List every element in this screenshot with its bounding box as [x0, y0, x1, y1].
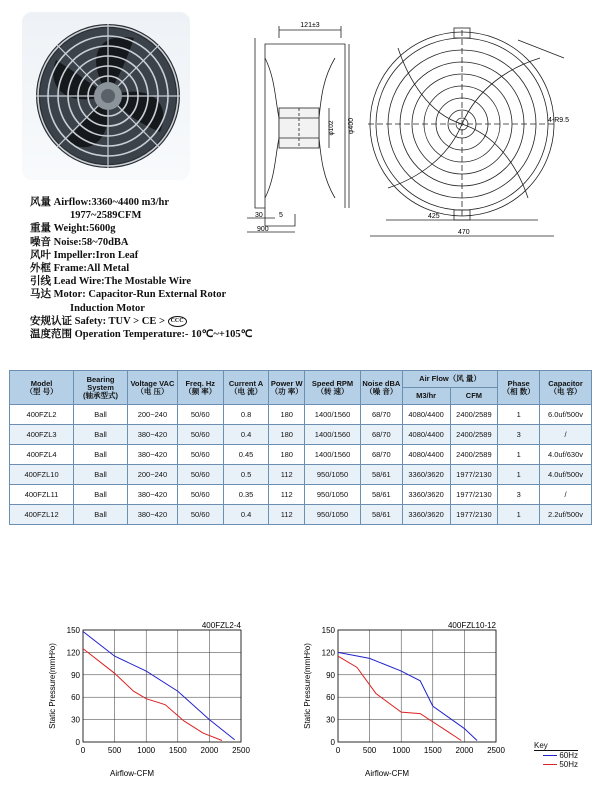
dim-425: 425 [428, 213, 440, 220]
x-tick-label: 500 [107, 746, 122, 755]
cell-power: 180 [269, 445, 305, 465]
cell-current: 0.4 [223, 505, 269, 525]
cell-noise: 68/70 [360, 425, 402, 445]
cell-noise: 68/70 [360, 405, 402, 425]
cell-model: 400FZL2 [10, 405, 74, 425]
cell-noise: 58/61 [360, 465, 402, 485]
cell-airflow-m3: 3360/3620 [402, 485, 450, 505]
cell-noise: 58/61 [360, 505, 402, 525]
cell-speed: 1400/1560 [305, 425, 361, 445]
cell-voltage: 380~420 [128, 485, 178, 505]
chart-400fzl10-12 [300, 620, 530, 785]
cell-voltage: 380~420 [128, 505, 178, 525]
chart-title: 400FZL10-12 [447, 621, 496, 630]
cell-speed: 1400/1560 [305, 445, 361, 465]
dim-30: 30 [255, 212, 263, 219]
dim-470: 470 [458, 229, 470, 236]
cell-bearing: Ball [74, 405, 128, 425]
cell-airflow-cfm: 2400/2589 [450, 405, 498, 425]
cell-phase: 1 [498, 505, 540, 525]
th-voltage: Voltage VAC （电 压） [128, 371, 178, 405]
cell-model: 400FZL4 [10, 445, 74, 465]
cell-model: 400FZL12 [10, 505, 74, 525]
cell-airflow-cfm: 2400/2589 [450, 445, 498, 465]
cell-current: 0.5 [223, 465, 269, 485]
cell-airflow-m3: 4080/4400 [402, 405, 450, 425]
x-axis-label: Airflow-CFM [110, 769, 154, 778]
series-line-60hz [83, 631, 235, 739]
spec-motor: 马达 Motor: Capacitor-Run External Rotor [30, 289, 227, 301]
cell-speed: 950/1050 [305, 485, 361, 505]
cell-capacitor: 6.0uf/500v [540, 405, 592, 425]
spec-frame: 外框 Frame:All Metal [30, 263, 130, 275]
legend-key [534, 741, 578, 769]
x-tick-label: 0 [335, 746, 341, 755]
cell-airflow-cfm: 2400/2589 [450, 425, 498, 445]
th-airflow-m3: M3/hr [402, 388, 450, 405]
x-tick-label: 1000 [392, 746, 411, 755]
x-tick-label: 1000 [137, 746, 156, 755]
dim-r95: 4-R9.5 [548, 117, 570, 124]
spec-lead-wire: 引线 Lead Wire:The Mostable Wire [30, 276, 192, 288]
series-line-50hz [338, 656, 461, 740]
cell-noise: 68/70 [360, 445, 402, 465]
side-view-drawing [235, 18, 355, 238]
fan-photo [22, 12, 190, 180]
table-row [10, 465, 592, 485]
chart-title: 400FZL2-4 [201, 621, 241, 630]
y-tick-label: 120 [66, 648, 80, 658]
cell-capacitor: 4.0uf/630v [540, 445, 592, 465]
th-speed: Speed RPM （转 速） [305, 371, 361, 405]
fan-photo-icon [22, 12, 190, 180]
cell-freq: 50/60 [177, 425, 223, 445]
chart-400fzl2-4 [45, 620, 275, 785]
plot-frame [338, 630, 496, 742]
spec-temperature: 温度范围 Operation Temperature:- 10℃~+105℃ [30, 329, 253, 341]
cell-phase: 3 [498, 485, 540, 505]
table-row [10, 445, 592, 465]
cell-freq: 50/60 [177, 445, 223, 465]
th-phase: Phase （相 数） [498, 371, 540, 405]
cell-noise: 58/61 [360, 485, 402, 505]
cell-freq: 50/60 [177, 485, 223, 505]
cell-current: 0.8 [223, 405, 269, 425]
th-model: Model （型 号） [10, 371, 74, 405]
dim-121: 121±3 [300, 22, 320, 29]
y-tick-label: 120 [321, 648, 335, 658]
cell-airflow-cfm: 1977/2130 [450, 505, 498, 525]
cell-model: 400FZL10 [10, 465, 74, 485]
spec-airflow: 风量 Airflow:3360~4400 m3/hr [30, 197, 170, 208]
cell-power: 112 [269, 485, 305, 505]
cell-airflow-cfm: 1977/2130 [450, 465, 498, 485]
cell-voltage: 200~240 [128, 465, 178, 485]
cell-airflow-m3: 3360/3620 [402, 505, 450, 525]
legend-item-60hz: 60Hz [534, 751, 578, 760]
x-tick-label: 2000 [455, 746, 474, 755]
series-line-60hz [338, 652, 477, 740]
cell-voltage: 380~420 [128, 445, 178, 465]
x-tick-label: 1500 [423, 746, 442, 755]
cell-capacitor: / [540, 425, 592, 445]
cell-freq: 50/60 [177, 505, 223, 525]
chart-400fzl2-4-svg [45, 620, 275, 780]
y-tick-label: 0 [75, 738, 80, 747]
series-line-50hz [83, 649, 222, 741]
cell-bearing: Ball [74, 445, 128, 465]
dim-400: φ400 [348, 117, 355, 135]
table-row [10, 425, 592, 445]
y-axis-label: Static Pressure(mmH²o) [303, 643, 312, 729]
cell-current: 0.4 [223, 425, 269, 445]
cell-airflow-m3: 4080/4400 [402, 445, 450, 465]
y-tick-label: 30 [71, 715, 80, 725]
ccc-mark-icon: CCC [168, 316, 187, 327]
x-tick-label: 2500 [487, 746, 505, 755]
dim-5: 5 [279, 212, 283, 219]
cell-speed: 950/1050 [305, 505, 361, 525]
cell-freq: 50/60 [177, 465, 223, 485]
spec-noise: 噪音 Noise:58~70dBA [30, 236, 129, 248]
cell-freq: 50/60 [177, 405, 223, 425]
cell-power: 112 [269, 465, 305, 485]
cell-airflow-m3: 3360/3620 [402, 465, 450, 485]
cell-speed: 950/1050 [305, 465, 361, 485]
table-row [10, 405, 592, 425]
th-current: Current A （电 流） [223, 371, 269, 405]
cell-power: 180 [269, 405, 305, 425]
spec-airflow-cfm: 1977~2589CFM [70, 210, 142, 222]
dim-102: φ102 [328, 120, 335, 136]
cell-bearing: Ball [74, 485, 128, 505]
cell-speed: 1400/1560 [305, 405, 361, 425]
cell-phase: 1 [498, 445, 540, 465]
spec-motor-type: Induction Motor [70, 302, 145, 314]
y-tick-label: 60 [71, 693, 80, 703]
y-tick-label: 90 [326, 670, 335, 680]
legend-line-60hz [543, 755, 557, 756]
cell-phase: 1 [498, 405, 540, 425]
th-bearing: Bearing System (轴承型式) [74, 371, 128, 405]
spec-weight: 重量 Weight:5600g [30, 223, 116, 235]
y-tick-label: 90 [71, 670, 80, 680]
cell-current: 0.35 [223, 485, 269, 505]
y-tick-label: 150 [66, 626, 80, 635]
chart-400fzl10-12-svg [300, 620, 530, 780]
th-freq: Freq. Hz （频 率） [177, 371, 223, 405]
cell-phase: 3 [498, 425, 540, 445]
cell-power: 180 [269, 425, 305, 445]
legend-title: Key [534, 741, 578, 751]
y-tick-label: 30 [326, 715, 335, 725]
legend-line-50hz [543, 764, 557, 765]
dim-900: 900 [257, 226, 269, 233]
cell-voltage: 200~240 [128, 405, 178, 425]
plot-frame [83, 630, 241, 742]
cell-bearing: Ball [74, 425, 128, 445]
x-tick-label: 500 [362, 746, 377, 755]
th-capacitor: Capacitor （电 容） [540, 371, 592, 405]
th-noise: Noise dBA （噪 音） [360, 371, 402, 405]
cell-capacitor: 4.0uf/500v [540, 465, 592, 485]
y-axis-label: Static Pressure(mmH²o) [48, 643, 57, 729]
cell-model: 400FZL3 [10, 425, 74, 445]
spec-list [30, 196, 252, 341]
y-tick-label: 0 [330, 738, 335, 747]
cell-airflow-m3: 4080/4400 [402, 425, 450, 445]
table-row [10, 485, 592, 505]
cell-capacitor: 2.2uf/500v [540, 505, 592, 525]
x-tick-label: 2000 [200, 746, 219, 755]
cell-current: 0.45 [223, 445, 269, 465]
y-tick-label: 60 [326, 693, 335, 703]
x-axis-label: Airflow-CFM [365, 769, 409, 778]
cell-capacitor: / [540, 485, 592, 505]
cell-model: 400FZL11 [10, 485, 74, 505]
th-airflow-cfm: CFM [450, 388, 498, 405]
front-view-drawing [368, 18, 594, 238]
cell-bearing: Ball [74, 505, 128, 525]
y-tick-label: 150 [321, 626, 335, 635]
cell-power: 112 [269, 505, 305, 525]
cell-airflow-cfm: 1977/2130 [450, 485, 498, 505]
x-tick-label: 2500 [232, 746, 250, 755]
x-tick-label: 0 [80, 746, 86, 755]
spec-impeller: 风叶 Impeller:Iron Leaf [30, 249, 139, 261]
legend-item-50hz: 50Hz [534, 760, 578, 769]
th-power: Power W （功 率） [269, 371, 305, 405]
spec-table [9, 370, 592, 525]
table-row [10, 505, 592, 525]
th-airflow: Air Flow（风 量） [402, 371, 498, 388]
x-tick-label: 1500 [168, 746, 187, 755]
spec-safety: 安规认证 Safety: TUV > CE > CCC [30, 315, 252, 328]
cell-phase: 1 [498, 465, 540, 485]
cell-bearing: Ball [74, 465, 128, 485]
cell-voltage: 380~420 [128, 425, 178, 445]
